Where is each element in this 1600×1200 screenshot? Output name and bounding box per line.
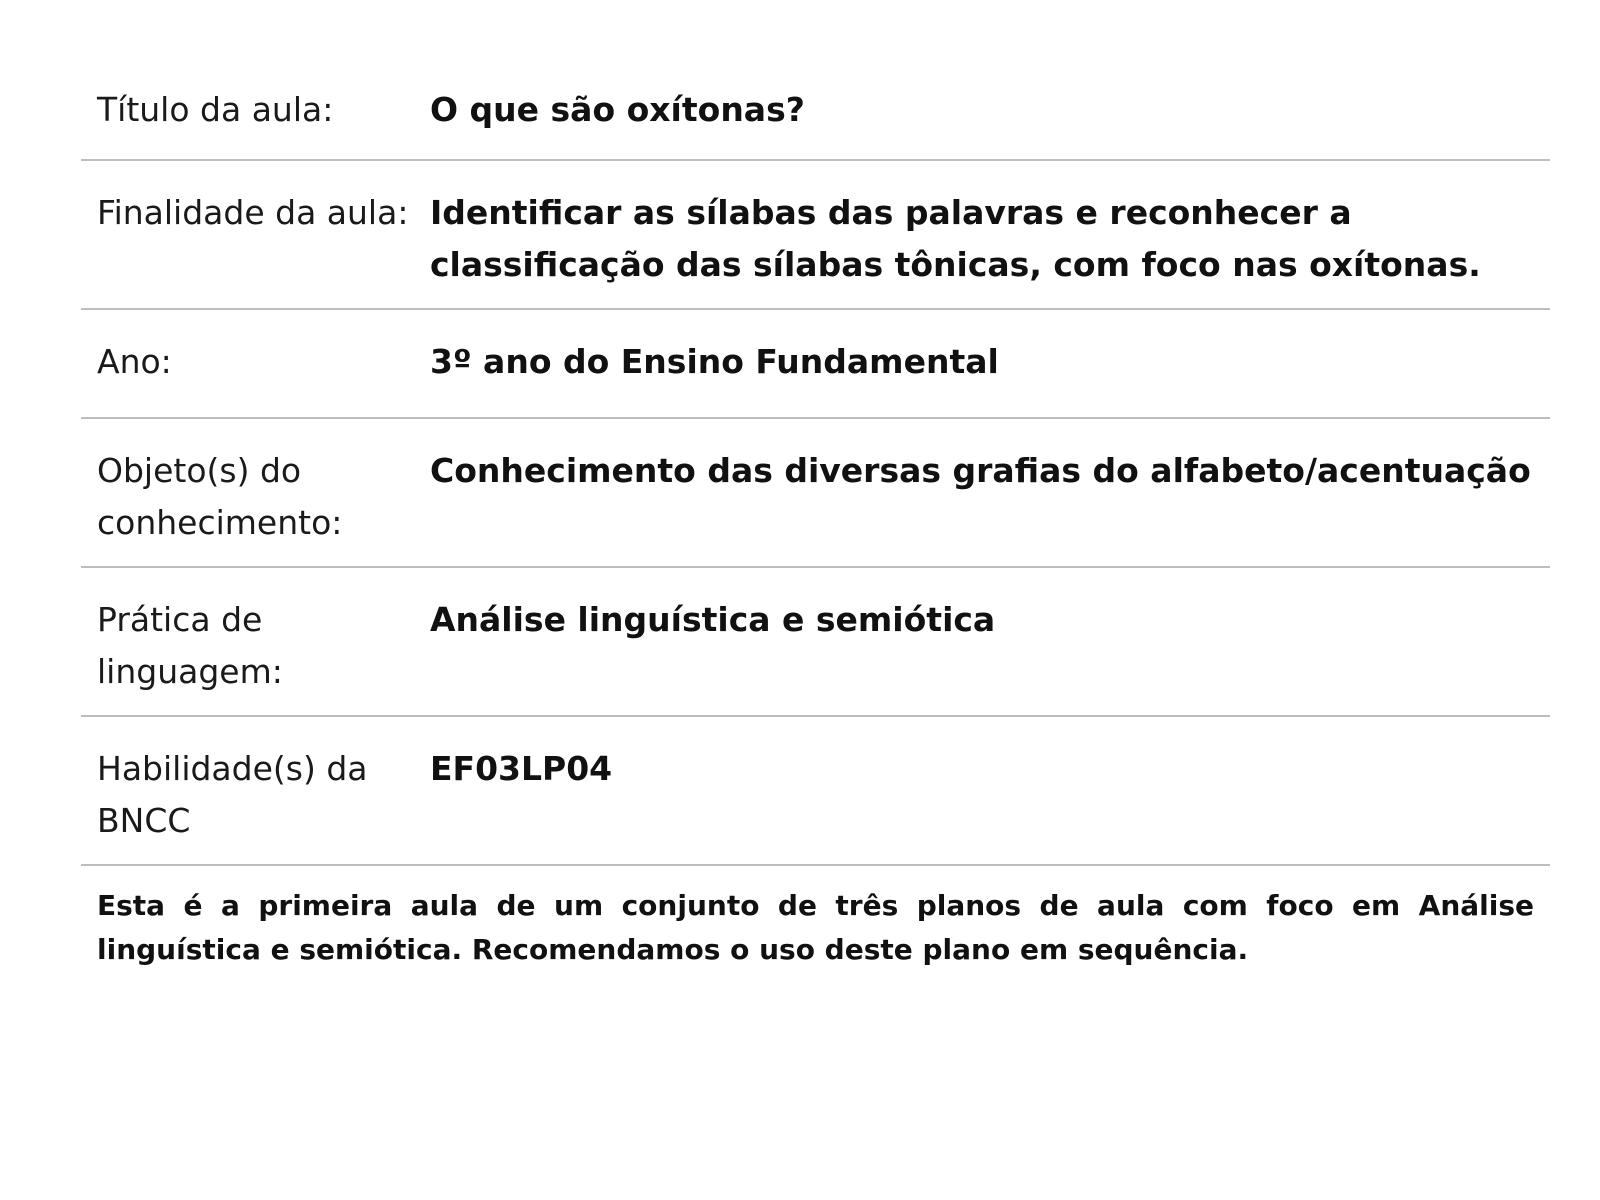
sequence-note: Esta é a primeira aula de um conjunto de três planos de aula com foco em Análise linguística e semiótica. Recomendamos o uso deste plano em sequência.: [97, 889, 1534, 966]
row-habilidade: [81, 717, 1550, 866]
row-label: Objeto(s) do conhecimento:: [97, 451, 343, 542]
row-label: Título da aula:: [97, 90, 334, 129]
row-label: Habilidade(s) da BNCC: [97, 749, 368, 840]
row-label: Finalidade da aula:: [97, 193, 409, 232]
row-value: Identificar as sílabas das palavras e reconhecer a classificação das sílabas tônicas, com foco nas oxítonas.: [430, 193, 1481, 284]
row-pratica: [81, 568, 1550, 717]
row-titulo: [81, 52, 1550, 161]
row-label: Prática de linguagem:: [97, 600, 283, 691]
row-value: Conhecimento das diversas grafias do alfabeto/acentuação: [430, 451, 1531, 490]
row-objeto: [81, 419, 1550, 568]
row-finalidade: [81, 161, 1550, 310]
row-value: 3º ano do Ensino Fundamental: [430, 342, 999, 381]
lesson-plan-document: [81, 52, 1550, 972]
row-label: Ano:: [97, 342, 172, 381]
row-value: EF03LP04: [430, 749, 613, 788]
row-value: O que são oxítonas?: [430, 90, 805, 129]
row-ano: [81, 310, 1550, 419]
row-value: Análise linguística e semiótica: [430, 600, 996, 639]
